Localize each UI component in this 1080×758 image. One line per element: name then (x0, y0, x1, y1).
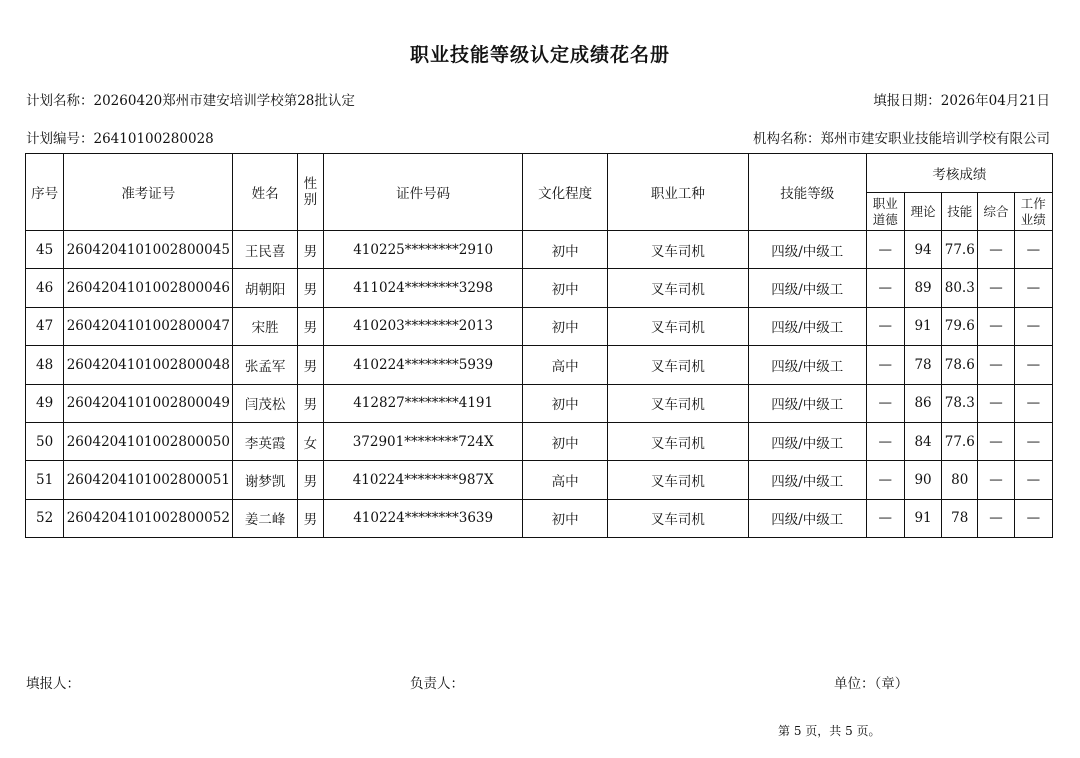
cell-skill: 78.3 (942, 384, 978, 422)
cell-skill: 78 (942, 499, 978, 537)
header-ethics-label: 职业道德 (872, 195, 898, 227)
cell-id-no: 412827********4191 (324, 384, 523, 422)
cell-ethics: — (866, 461, 904, 499)
document-title: 职业技能等级认定成绩花名册 (409, 44, 670, 66)
cell-skill-level: 四级/中级工 (748, 499, 866, 537)
cell-id-no: 410225********2910 (324, 231, 523, 269)
cell-occupation: 叉车司机 (607, 231, 748, 269)
cell-work-perf: — (1014, 422, 1052, 460)
cell-name: 姜二峰 (233, 499, 297, 537)
cell-seq: 47 (26, 307, 64, 345)
cell-id-no: 411024********3298 (324, 269, 523, 307)
cell-education: 初中 (523, 422, 608, 460)
cell-work-perf: — (1014, 269, 1052, 307)
cell-skill: 80.3 (942, 269, 978, 307)
cell-gender: 男 (297, 231, 323, 269)
cell-composite: — (978, 422, 1014, 460)
cell-seq: 45 (26, 231, 64, 269)
cell-education: 初中 (523, 307, 608, 345)
table-row (26, 499, 1053, 537)
cell-name: 闫茂松 (233, 384, 297, 422)
cell-exam-no: 2604204101002800046 (64, 269, 233, 307)
header-gender (297, 154, 323, 231)
score-roster-table (25, 153, 1053, 538)
header-composite: 综合 (978, 193, 1014, 231)
page-number: 第 5 页，共 5 页。 (778, 724, 881, 738)
cell-exam-no: 2604204101002800048 (64, 346, 233, 384)
cell-skill: 77.6 (942, 231, 978, 269)
cell-education: 高中 (523, 346, 608, 384)
plan-number: 计划编号：26410100280028 (26, 131, 214, 147)
cell-ethics: — (866, 384, 904, 422)
cell-name: 宋胜 (233, 307, 297, 345)
cell-gender: 男 (297, 461, 323, 499)
header-seq: 序号 (26, 154, 64, 231)
header-education: 文化程度 (523, 154, 608, 231)
cell-seq: 49 (26, 384, 64, 422)
cell-gender: 男 (297, 499, 323, 537)
cell-composite: — (978, 269, 1014, 307)
cell-skill-level: 四级/中级工 (748, 269, 866, 307)
table-row (26, 461, 1053, 499)
cell-name: 李英霞 (233, 422, 297, 460)
table-row (26, 346, 1053, 384)
cell-gender: 男 (297, 346, 323, 384)
cell-name: 胡朝阳 (233, 269, 297, 307)
cell-exam-no: 2604204101002800052 (64, 499, 233, 537)
cell-id-no: 410203********2013 (324, 307, 523, 345)
header-skill: 技能 (942, 193, 978, 231)
cell-skill-level: 四级/中级工 (748, 231, 866, 269)
cell-exam-no: 2604204101002800051 (64, 461, 233, 499)
cell-gender: 男 (297, 269, 323, 307)
cell-theory: 84 (904, 422, 941, 460)
cell-skill-level: 四级/中级工 (748, 384, 866, 422)
cell-ethics: — (866, 231, 904, 269)
cell-id-no: 372901********724X (324, 422, 523, 460)
cell-work-perf: — (1014, 461, 1052, 499)
cell-composite: — (978, 461, 1014, 499)
cell-skill-level: 四级/中级工 (748, 307, 866, 345)
cell-skill: 80 (942, 461, 978, 499)
cell-theory: 86 (904, 384, 941, 422)
cell-work-perf: — (1014, 499, 1052, 537)
cell-occupation: 叉车司机 (607, 307, 748, 345)
cell-work-perf: — (1014, 384, 1052, 422)
table-row (26, 307, 1053, 345)
organization-name: 机构名称：郑州市建安职业技能培训学校有限公司 (753, 131, 1050, 147)
header-scores-group: 考核成绩 (866, 154, 1052, 193)
cell-skill-level: 四级/中级工 (748, 346, 866, 384)
cell-theory: 89 (904, 269, 941, 307)
cell-exam-no: 2604204101002800045 (64, 231, 233, 269)
cell-id-no: 410224********5939 (324, 346, 523, 384)
header-work-perf (1014, 193, 1052, 231)
cell-skill: 77.6 (942, 422, 978, 460)
cell-ethics: — (866, 499, 904, 537)
cell-work-perf: — (1014, 231, 1052, 269)
cell-gender: 男 (297, 384, 323, 422)
cell-composite: — (978, 346, 1014, 384)
header-gender-label: 性别 (303, 176, 318, 208)
header-occupation: 职业工种 (607, 154, 748, 231)
cell-ethics: — (866, 269, 904, 307)
cell-skill: 78.6 (942, 346, 978, 384)
cell-seq: 50 (26, 422, 64, 460)
table-row (26, 384, 1053, 422)
cell-skill-level: 四级/中级工 (748, 422, 866, 460)
header-name: 姓名 (233, 154, 297, 231)
fill-date: 填报日期：2026年04月21日 (873, 93, 1050, 109)
cell-composite: — (978, 384, 1014, 422)
cell-education: 初中 (523, 384, 608, 422)
cell-education: 初中 (523, 231, 608, 269)
table-row (26, 231, 1053, 269)
plan-name: 计划名称：20260420郑州市建安培训学校第28批认定 (26, 93, 355, 109)
cell-occupation: 叉车司机 (607, 346, 748, 384)
cell-gender: 男 (297, 307, 323, 345)
cell-education: 初中 (523, 269, 608, 307)
cell-name: 王民喜 (233, 231, 297, 269)
cell-exam-no: 2604204101002800049 (64, 384, 233, 422)
roster-body (26, 231, 1053, 538)
cell-skill: 79.6 (942, 307, 978, 345)
table-row (26, 422, 1053, 460)
cell-seq: 46 (26, 269, 64, 307)
cell-gender: 女 (297, 422, 323, 460)
cell-seq: 48 (26, 346, 64, 384)
cell-education: 高中 (523, 461, 608, 499)
header-row (26, 154, 1053, 193)
cell-occupation: 叉车司机 (607, 384, 748, 422)
cell-occupation: 叉车司机 (607, 461, 748, 499)
header-skill-level: 技能等级 (748, 154, 866, 231)
cell-composite: — (978, 499, 1014, 537)
footer-filler: 填报人： (26, 676, 80, 692)
cell-exam-no: 2604204101002800050 (64, 422, 233, 460)
header-theory: 理论 (904, 193, 941, 231)
header-ethics (866, 193, 904, 231)
cell-work-perf: — (1014, 346, 1052, 384)
header-work-perf-label: 工作业绩 (1020, 195, 1046, 227)
footer-unit: 单位：（章） (834, 676, 909, 692)
cell-id-no: 410224********987X (324, 461, 523, 499)
cell-composite: — (978, 231, 1014, 269)
table-row (26, 269, 1053, 307)
cell-occupation: 叉车司机 (607, 499, 748, 537)
cell-education: 初中 (523, 499, 608, 537)
cell-name: 张孟军 (233, 346, 297, 384)
cell-theory: 91 (904, 307, 941, 345)
cell-exam-no: 2604204101002800047 (64, 307, 233, 345)
header-id-no: 证件号码 (324, 154, 523, 231)
cell-theory: 94 (904, 231, 941, 269)
cell-ethics: — (866, 422, 904, 460)
cell-ethics: — (866, 307, 904, 345)
cell-work-perf: — (1014, 307, 1052, 345)
cell-theory: 91 (904, 499, 941, 537)
cell-occupation: 叉车司机 (607, 269, 748, 307)
cell-name: 谢梦凯 (233, 461, 297, 499)
cell-theory: 90 (904, 461, 941, 499)
cell-id-no: 410224********3639 (324, 499, 523, 537)
cell-seq: 52 (26, 499, 64, 537)
cell-composite: — (978, 307, 1014, 345)
cell-seq: 51 (26, 461, 64, 499)
cell-occupation: 叉车司机 (607, 422, 748, 460)
cell-skill-level: 四级/中级工 (748, 461, 866, 499)
cell-theory: 78 (904, 346, 941, 384)
header-exam-no: 准考证号 (64, 154, 233, 231)
footer-responsible: 负责人： (410, 676, 464, 692)
cell-ethics: — (866, 346, 904, 384)
